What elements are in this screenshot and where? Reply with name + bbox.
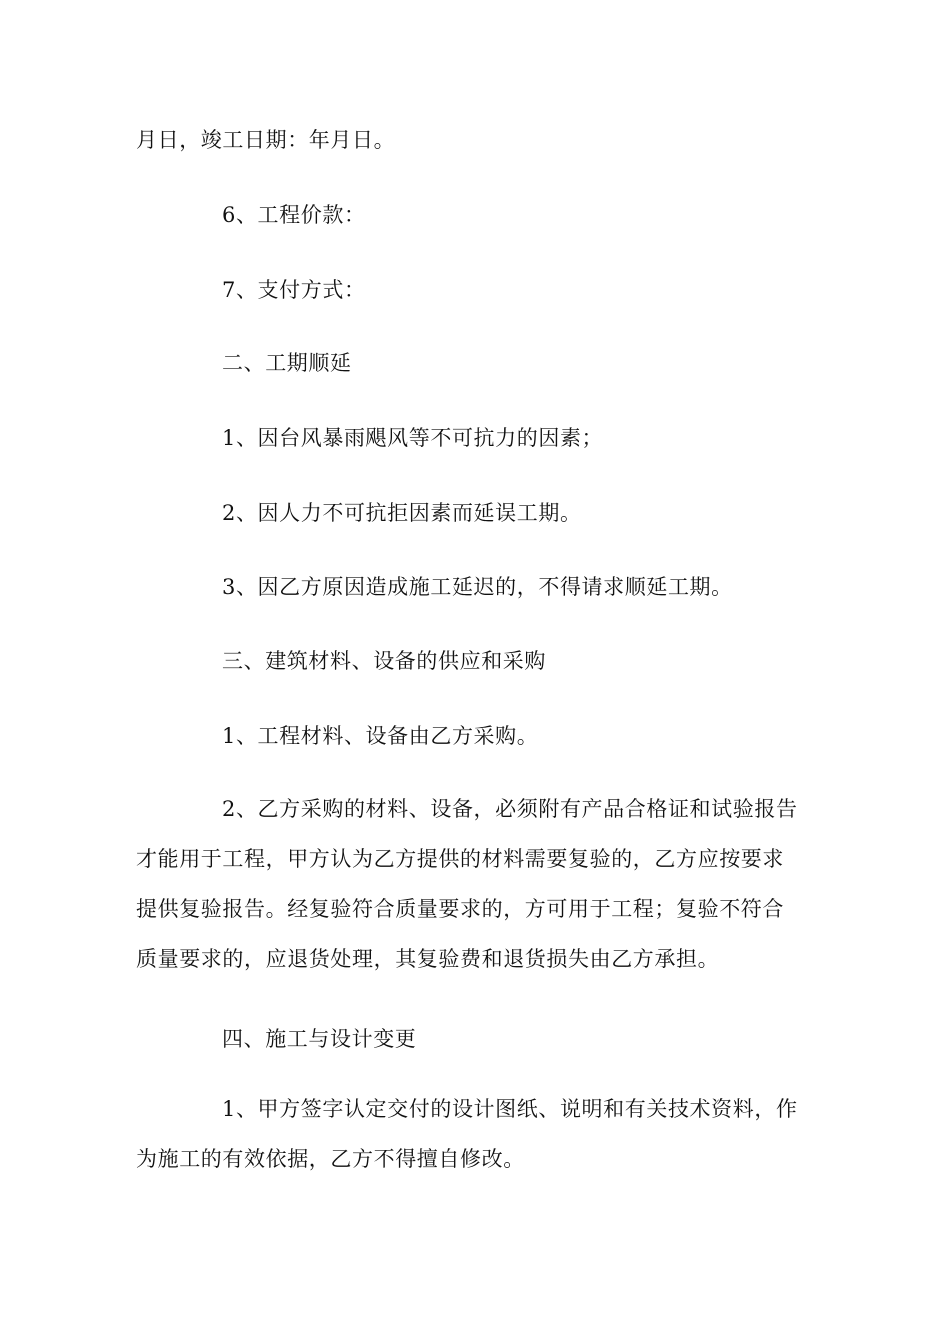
text-line: 1、甲方签字认定交付的设计图纸、说明和有关技术资料，作	[222, 1097, 798, 1121]
text-line: 为施工的有效依据，乙方不得擅自修改。	[136, 1147, 525, 1171]
text-line: 质量要求的，应退货处理，其复验费和退货损失由乙方承担。	[136, 947, 720, 971]
section-heading: 二、工期顺延	[222, 351, 352, 375]
text-line: 3、因乙方原因造成施工延迟的，不得请求顺延工期。	[222, 575, 733, 599]
text-line: 6、工程价款：	[222, 203, 366, 227]
text-line: 7、支付方式：	[222, 278, 366, 302]
text-line: 1、因台风暴雨飓风等不可抗力的因素；	[222, 426, 604, 450]
text-line: 月日，竣工日期：年月日。	[136, 128, 396, 152]
text-line: 1、工程材料、设备由乙方采购。	[222, 724, 539, 748]
text-line: 提供复验报告。经复验符合质量要求的，方可用于工程；复验不符合	[136, 897, 784, 921]
text-line: 才能用于工程，甲方认为乙方提供的材料需要复验的，乙方应按要求	[136, 847, 784, 871]
section-heading: 三、建筑材料、设备的供应和采购	[222, 649, 546, 673]
text-line: 2、乙方采购的材料、设备，必须附有产品合格证和试验报告	[222, 797, 798, 821]
section-heading: 四、施工与设计变更	[222, 1027, 417, 1051]
text-line: 2、因人力不可抗拒因素而延误工期。	[222, 501, 582, 525]
